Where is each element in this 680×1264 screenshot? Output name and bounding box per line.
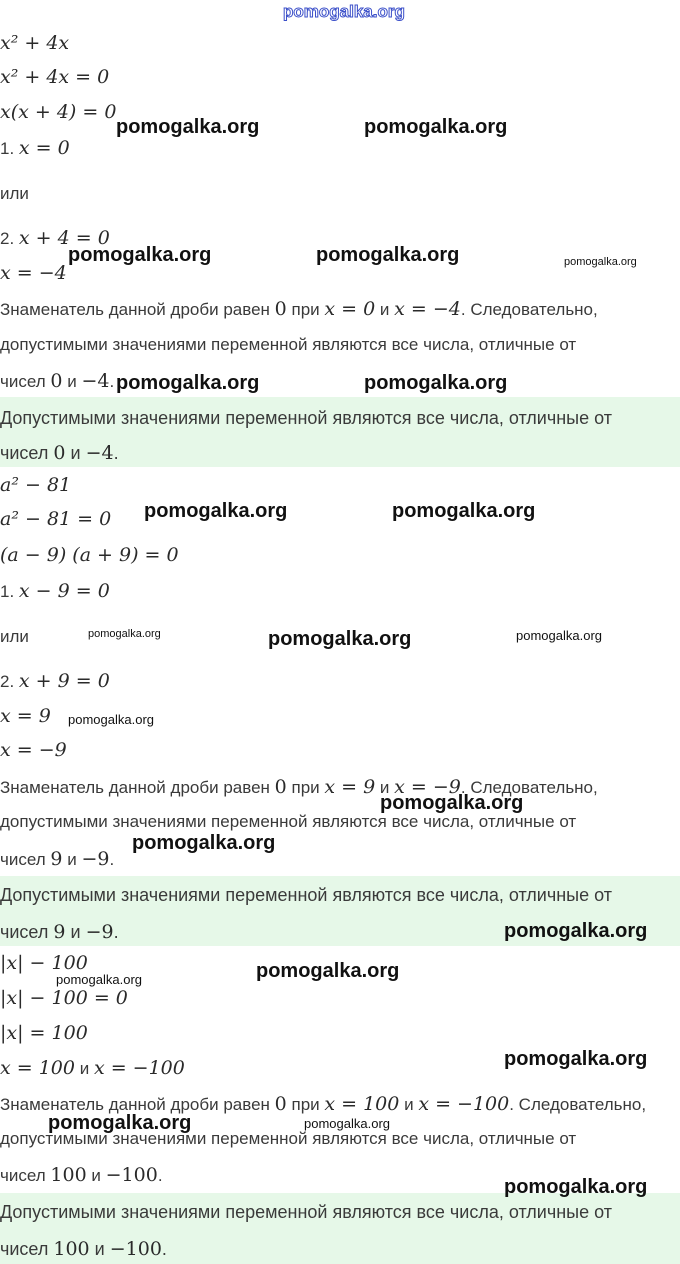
- p2-case-1-eq: x − 9 = 0: [18, 580, 110, 602]
- text: чисел: [0, 922, 49, 942]
- watermark: pomogalka.org: [504, 920, 648, 942]
- watermark: pomogalka.org: [88, 628, 161, 640]
- text: Знаменатель данной дроби равен: [0, 1095, 270, 1114]
- text: чисел: [0, 443, 49, 463]
- p1-text-line-1: [0, 298, 680, 320]
- math: x = −100: [93, 1057, 185, 1079]
- p1-answer-box: [0, 397, 680, 467]
- text: .: [113, 922, 119, 942]
- p2-expression: a² − 81: [0, 474, 72, 496]
- text: .: [109, 372, 115, 391]
- text: Знаменатель данной дроби равен: [0, 778, 270, 797]
- p2-case-2-eq: x + 9 = 0: [18, 670, 110, 692]
- math: −9: [85, 921, 114, 943]
- text: и: [91, 1166, 101, 1185]
- text: .: [161, 1239, 167, 1259]
- p3-expression: |x| − 100: [0, 952, 88, 974]
- watermark: pomogalka.org: [132, 832, 276, 854]
- math: −100: [109, 1238, 162, 1260]
- text: . Следовательно,: [460, 778, 598, 797]
- math: 9: [53, 921, 66, 943]
- text: . Следовательно,: [509, 1095, 647, 1114]
- text: и: [70, 922, 81, 942]
- p3-abs: |x| = 100: [0, 1022, 88, 1044]
- watermark: pomogalka.org: [304, 1116, 390, 1131]
- watermark: pomogalka.org: [144, 500, 288, 522]
- p1-factored: x(x + 4) = 0: [0, 101, 117, 123]
- text: и: [94, 1239, 105, 1259]
- watermark: pomogalka.org: [364, 372, 508, 394]
- watermark: pomogalka.org: [68, 244, 212, 266]
- math: x = 100: [324, 1093, 400, 1115]
- p2-text-line-2: допустимыми значениями переменной являются все числа, отличные от: [0, 812, 577, 831]
- p1-case-1-eq: x = 0: [18, 137, 70, 159]
- text: и: [379, 300, 390, 319]
- math: 0: [53, 442, 66, 464]
- math: x = 9: [324, 776, 376, 798]
- text: при: [291, 300, 320, 319]
- math: −9: [81, 848, 110, 870]
- p3-text-line-2: допустимыми значениями переменной являются все числа, отличные от: [0, 1129, 577, 1148]
- text: .: [157, 1166, 163, 1185]
- p1-expression: x² + 4x: [0, 32, 70, 54]
- math: 0: [50, 370, 63, 392]
- text: и: [79, 1059, 90, 1078]
- text: и: [379, 778, 390, 797]
- math: −4: [85, 442, 114, 464]
- p3-equation: |x| − 100 = 0: [0, 987, 128, 1009]
- watermark: pomogalka.org: [268, 628, 412, 650]
- math: 100: [53, 1238, 90, 1260]
- p2-or: или: [0, 627, 29, 646]
- p2-text-line-3: [0, 848, 680, 870]
- math: −4: [81, 370, 110, 392]
- watermark: pomogalka.org: [316, 244, 460, 266]
- math: x = −9: [394, 776, 461, 798]
- watermark: pomogalka.org: [504, 1176, 648, 1198]
- p2-factored: (a − 9) (a + 9) = 0: [0, 544, 179, 566]
- text: при: [291, 778, 320, 797]
- watermark: pomogalka.org: [564, 256, 637, 268]
- watermark-top: pomogalka.org: [283, 2, 405, 21]
- text: чисел: [0, 850, 46, 869]
- watermark: pomogalka.org: [256, 960, 400, 982]
- watermark: pomogalka.org: [504, 1048, 648, 1070]
- text: и: [70, 443, 81, 463]
- math: 0: [274, 298, 287, 320]
- text: чисел: [0, 1166, 46, 1185]
- p2-case-1: [0, 580, 680, 602]
- p1-root: x = −4: [0, 262, 67, 284]
- p1-text-line-2: допустимыми значениями переменной являются все числа, отличные от: [0, 335, 577, 354]
- p2-equation: a² − 81 = 0: [0, 508, 112, 530]
- text: и: [67, 372, 77, 391]
- p3-answer-line-1: Допустимыми значениями переменной являются все числа, отличные от: [0, 1202, 612, 1222]
- p2-text-line-1: [0, 776, 680, 798]
- math: 0: [274, 776, 287, 798]
- p2-root-2: x = −9: [0, 739, 67, 761]
- p1-case-2-number: 2.: [0, 229, 15, 248]
- text: чисел: [0, 1239, 49, 1259]
- p2-root-1: x = 9: [0, 705, 51, 727]
- p1-case-1-number: 1.: [0, 139, 15, 158]
- text: .: [113, 443, 119, 463]
- math: x = −4: [394, 298, 461, 320]
- watermark: pomogalka.org: [68, 712, 154, 727]
- p2-case-1-number: 1.: [0, 582, 15, 601]
- watermark: pomogalka.org: [116, 372, 260, 394]
- math: 100: [50, 1164, 87, 1186]
- watermark: pomogalka.org: [56, 972, 142, 987]
- p3-answer-box: [0, 1193, 680, 1264]
- math: −100: [105, 1164, 158, 1186]
- math: 0: [274, 1093, 287, 1115]
- p1-text-line-3: [0, 370, 680, 392]
- p1-or: или: [0, 184, 29, 203]
- text: Знаменатель данной дроби равен: [0, 300, 270, 319]
- p2-answer-line-1: Допустимыми значениями переменной являются все числа, отличные от: [0, 885, 612, 905]
- watermark: pomogalka.org: [116, 116, 260, 138]
- text: .: [109, 850, 115, 869]
- p2-case-2-number: 2.: [0, 672, 15, 691]
- watermark: pomogalka.org: [392, 500, 536, 522]
- math: x = −100: [418, 1093, 510, 1115]
- math: x = 100: [0, 1057, 75, 1079]
- text: чисел: [0, 372, 46, 391]
- watermark: pomogalka.org: [364, 116, 508, 138]
- p3-answer-line-2: [0, 1238, 680, 1260]
- watermark: pomogalka.org: [516, 628, 602, 643]
- p1-case-2-eq: x + 4 = 0: [18, 227, 110, 249]
- math: x = 0: [324, 298, 376, 320]
- p1-case-1: [0, 137, 680, 159]
- p1-answer-line-1: Допустимыми значениями переменной являются все числа, отличные от: [0, 408, 612, 428]
- p2-case-2: [0, 670, 680, 692]
- math: 9: [50, 848, 63, 870]
- text: . Следовательно,: [460, 300, 598, 319]
- text: при: [291, 1095, 320, 1114]
- p1-answer-line-2: [0, 442, 680, 464]
- text: и: [67, 850, 77, 869]
- watermark: pomogalka.org: [380, 792, 524, 814]
- text: и: [404, 1095, 414, 1114]
- watermark: pomogalka.org: [48, 1112, 192, 1134]
- p1-equation: x² + 4x = 0: [0, 66, 110, 88]
